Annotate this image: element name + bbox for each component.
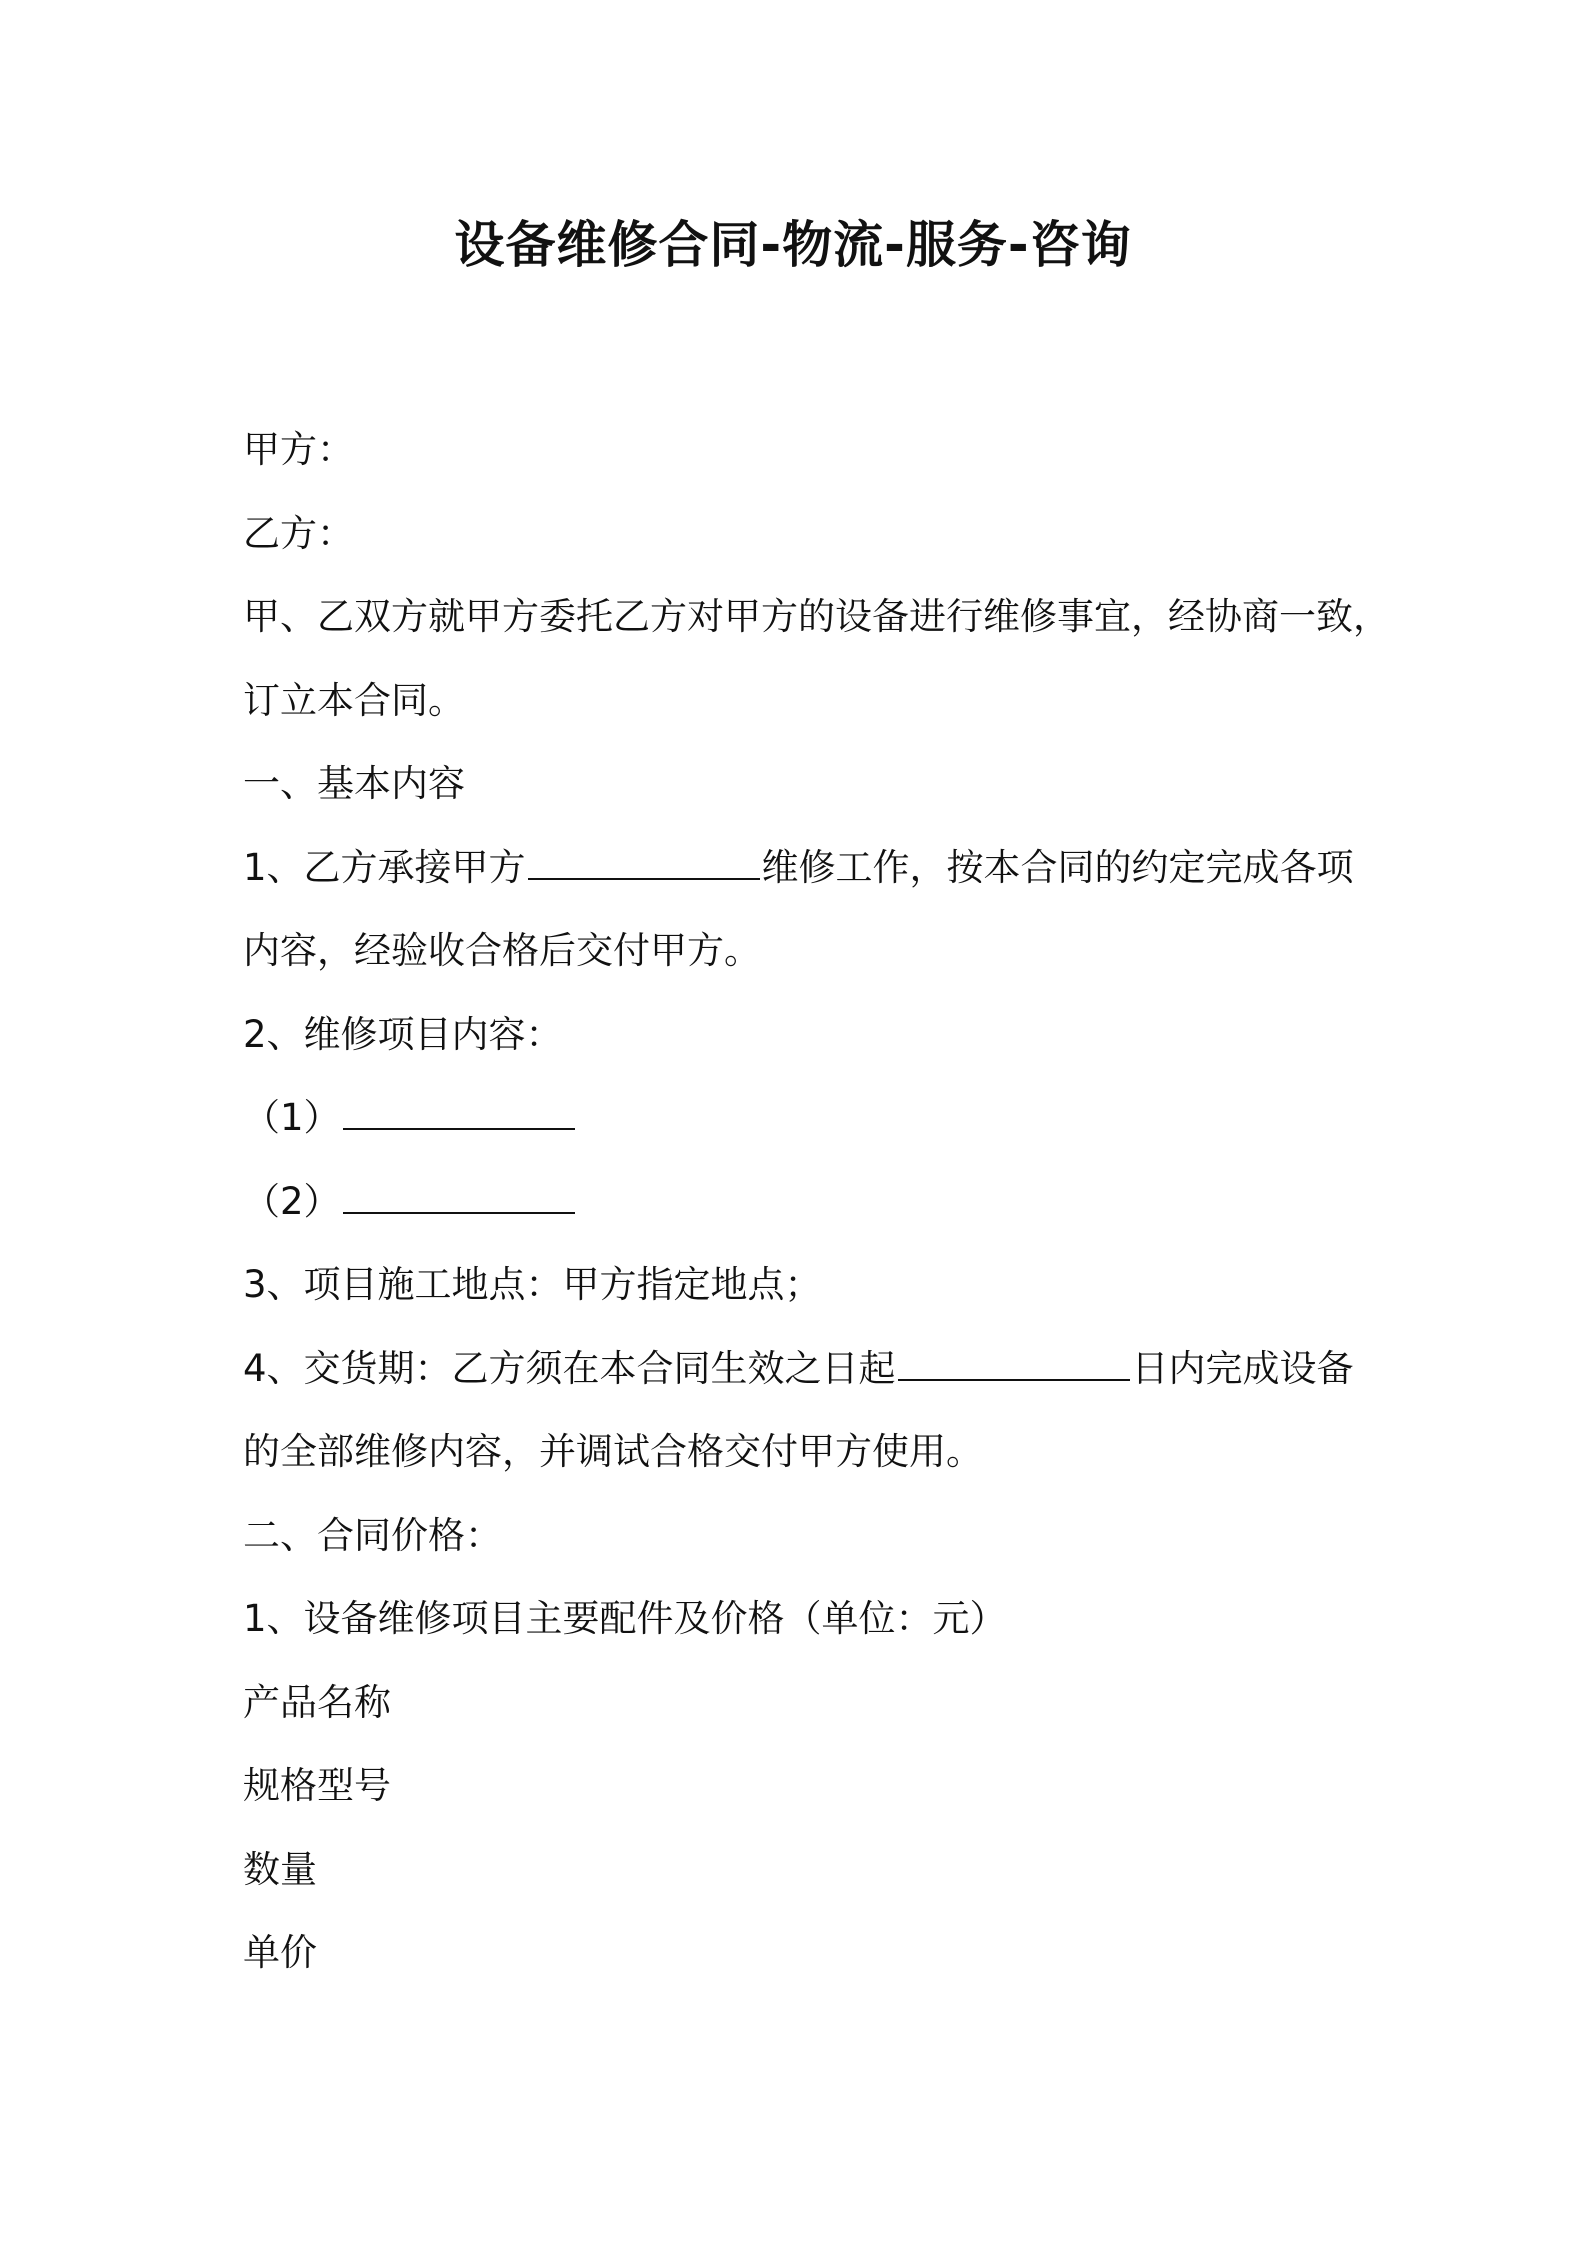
section-1-heading: 一、基本内容: [243, 762, 465, 805]
item-1-label: （1）: [243, 1096, 341, 1139]
clause-4-line: [243, 1327, 1363, 1411]
fill-blank-days: [898, 1375, 1130, 1381]
party-a-line: 甲方：: [243, 428, 354, 471]
column-spec-model: 规格型号: [243, 1764, 391, 1807]
section-2-heading: 二、合同价格：: [243, 1513, 502, 1557]
fill-blank-equipment: [528, 874, 760, 880]
item-1-line: [243, 1076, 1363, 1160]
intro-line-1: 甲、乙双方就甲方委托乙方对甲方的设备进行维修事宜，经协商一致，: [243, 595, 1390, 638]
fill-blank-item-1: [343, 1124, 575, 1130]
clause-4-suffix: 日内完成设备: [1131, 1346, 1354, 1390]
clause-1-continuation: 内容，经验收合格后交付甲方。: [243, 929, 761, 972]
clause-1-line: [243, 826, 1363, 910]
column-unit-price: 单价: [243, 1931, 317, 1974]
price-clause-1: 1、设备维修项目主要配件及价格（单位：元）: [243, 1597, 1007, 1640]
document-title: 设备维修合同-物流-服务-咨询: [454, 216, 1132, 274]
clause-4-prefix: 4、交货期：乙方须在本合同生效之日起: [243, 1346, 896, 1390]
clause-4-continuation: 的全部维修内容，并调试合格交付甲方使用。: [243, 1430, 983, 1473]
clause-1-prefix: 1、乙方承接甲方: [243, 845, 526, 889]
fill-blank-item-2: [343, 1208, 575, 1214]
clause-2-line: 2、维修项目内容：: [243, 1012, 563, 1056]
item-2-label: （2）: [243, 1179, 341, 1223]
contract-body: [243, 408, 1390, 1995]
clause-1-suffix: 维修工作，按本合同的约定完成各项: [761, 845, 1354, 889]
item-2-line: [243, 1160, 1363, 1244]
column-quantity: 数量: [243, 1847, 317, 1891]
column-product-name: 产品名称: [243, 1680, 391, 1724]
clause-3-line: 3、项目施工地点：甲方指定地点；: [243, 1263, 822, 1306]
intro-line-2: 订立本合同。: [243, 678, 465, 722]
party-b-line: 乙方：: [243, 511, 354, 555]
